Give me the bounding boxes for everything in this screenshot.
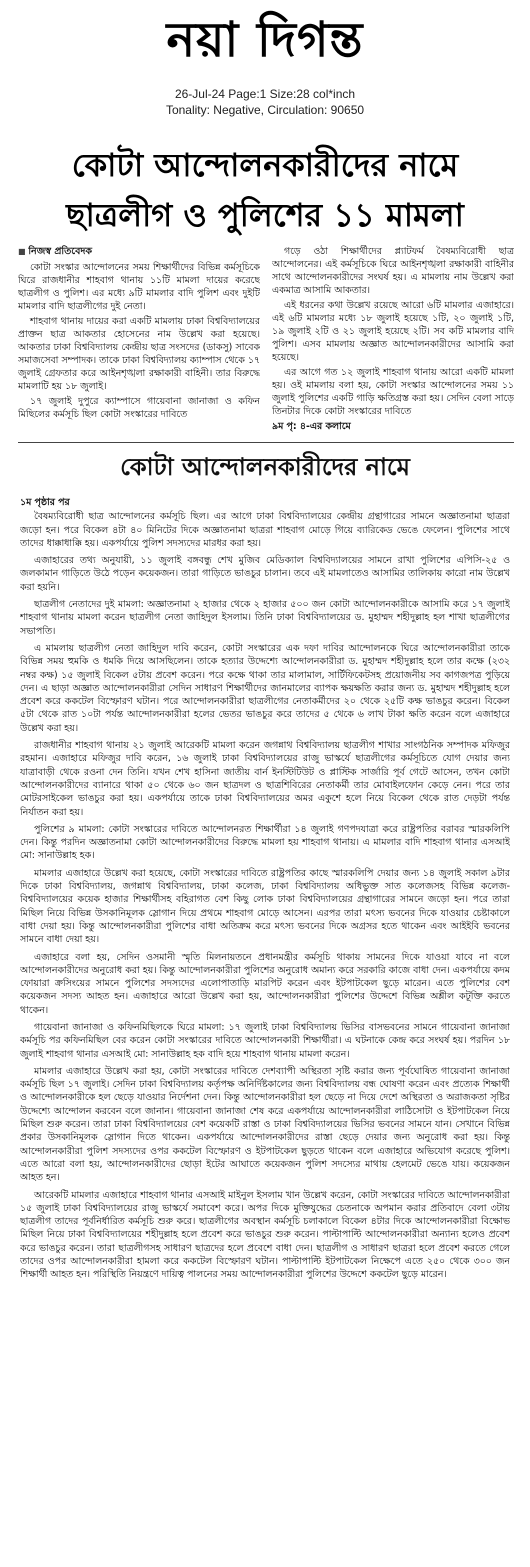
jump-paragraph: আরেকটি মামলার এজাহারে শাহবাগ থানার এসআই মাইনুল ইসলাম খান উল্লেখ করেন, কোটা সংস্কারের দাবিতে আন্দোলনকারীরা ১৫ জুলাই ঢাকা বিশ্ববিদ্যালয়ের রাজু ভাস্কর্যে সমাবেশ করে। অপর দিকে মুক্তিযুদ্ধের চেতনাকে অপমান করার প্রতিবাদে বেলা ৩টায় ছাত্রলীগ তাদের পূর্বনির্ধারিত কর্মসূচি শুরু করে। ছাত্রলীগের অবস্থান কর্মসূচি চলাকালে বিকেল ৪টার দিকে আন্দোলনকারীরা বিক্ষোভ মিছিল নিয়ে ঢাকা বিশ্ববিদ্যালয়ের শহীদুল্লাহ হলে প্রবেশ করে ভাঙচুর শুরু করেন। পাল্টাপাল্টি আন্দোলনকারীরা অন্যান্য হলেও প্রবেশ করে ভাঙচুর করেন। তারা ছাত্রলীগসহ সাধারণ ছাত্রদের হলে প্রবেশে বাধা দেন। ছাত্রলীগ ও সাধারণ ছাত্ররা হলে প্রবেশ করতে গেলে তাদের ওপর আন্দোলনকারীরা হামলা করে ককটেল বিস্ফোরণ ঘটান। পাল্টাপাল্টি ইটপাটকেল নিক্ষেপে এতে ২৫০ থেকে ৩০০ জন শিক্ষার্থী আহত হন। পরিস্থিতি নিয়ন্ত্রণে দায়িত্ব পালনের সময় আন্দোলনকারীরা পুলিশের উদ্দেশে ককটেল ছুড়ে মারেন। — [20, 1189, 510, 1281]
main-headline — [20, 140, 510, 240]
headline-line-1: কোটা আন্দোলনকারীদের নামে — [71, 146, 459, 184]
clipping-metadata — [0, 86, 530, 118]
section-divider — [18, 442, 514, 443]
front-paragraph: ১৭ জুলাই দুপুরে ক্যাম্পাসে গায়েবানা জানাজা ও কফিন মিছিলের কর্মসূচি ছিল কোটা সংস্কারের দাবিতে — [18, 396, 260, 420]
masthead — [0, 0, 530, 84]
continued-note: ৯ম পৃ: ৪-এর কলামে — [272, 421, 351, 432]
byline: ■ নিজস্ব প্রতিবেদক — [18, 245, 260, 258]
front-paragraph: এর আগে গত ১২ জুলাই শাহবাগ থানায় আরো একটি মামলা হয়। ওই মামলায় বলা হয়, কোটা সংস্কার আন্দোলনের সময় ১১ জুলাই পুলিশের একটি গাড়ি ক্ষতিগ্রস্ত করা হয়। সেদিন বেলা সাড়ে তিনটার দিকে কোটা সংস্কারের দাবিতে — [272, 367, 514, 417]
jump-paragraph: পুলিশের ৯ মামলা: কোটা সংস্কারের দাবিতে আন্দোলনরত শিক্ষার্থীরা ১৪ জুলাই গণপদযাত্রা করে রাষ্ট্রপতির বরাবর স্মারকলিপি দেন। কিন্তু পরদিন অজ্ঞাতনামা কোটা আন্দোলনকারীদের বিরুদ্ধে মামলা হয় শাহবাগ থানায়। এ মামলার বাদি শাহবাগ থানার এসআই মো: সানাউল্লাহ হক। — [20, 823, 510, 862]
front-paragraph: গড়ে ওঠা শিক্ষার্থীদের প্ল্যাটফর্ম বৈষম্যবিরোধী ছাত্র আন্দোলনের। এই কর্মসূচিকে ঘিরে আইনশৃঙ্খলা রক্ষাকারী বাহিনীর সাথে আন্দোলনকারীদের সংঘর্ষ হয়। এ মামলায় নাম উল্লেখ করা একমাত্র আসামি আকতার। — [272, 246, 514, 296]
newspaper-name: নয়া দিগন্ত — [166, 12, 364, 68]
clip-tonality-circulation: Tonality: Negative, Circulation: 90650 — [165, 103, 365, 117]
clip-date-size: 26-Jul-24 Page:1 Size:28 col*inch — [174, 87, 356, 101]
jump-paragraph: রাজধানীর শাহবাগ থানায় ২১ জুলাই আরেকটি মামলা করেন জগন্নাথ বিশ্ববিদ্যালয় ছাত্রলীগ শাখার সাংগঠনিক সম্পাদক মফিজুর রহমান। এজাহারে মফিজুর দাবি করেন, ১৬ জুলাই ঢাকা বিশ্ববিদ্যালয়ের রাজু ভাস্কর্যে ছাত্রলীগের কর্মসূচিতে যোগ দেয়ার জন্য যাত্রাবাড়ী থেকে রওনা দেন তিনি। যখন শেখ হাসিনা জাতীয় বার্ন ইনস্টিটিউট ও প্লাস্টিক সার্জারি পূর্ব গেটে আসেন, তখন কোটা আন্দোলনকারীদের ব্যানারে থাকা ৫০ থেকে ৬০ জন ছাত্রদল ও ছাত্রশিবিরের নেতাকর্মী তার মোবাইলফোন কেড়ে নেন। পরে তার মোটরসাইকেল ভাঙচুর করা হয়। একপর্যায়ে তাকে ঢাকা বিশ্ববিদ্যালয়ের অমর একুশে হলে নিয়ে বিকেল থেকে রাত দেড়টা পর্যন্ত নির্যাতন করা হয়। — [20, 740, 510, 818]
jump-paragraph: এজাহারে বলা হয়, সেদিন ওসমানী স্মৃতি মিলনায়তনে প্রধানমন্ত্রীর কর্মসূচি থাকায় সামনের দিকে যাওয়া যাবে না বলে আন্দোলনকারীদের অনুরোধ করা হয়। কিন্তু আন্দোলনকারীরা পুলিশের অনুরোধ অমান্য করে সরকারি কাজে বাধা দেন। একপর্যায়ে কদম ফোয়ারা ক্রসিংয়ের সামনে পুলিশের সদস্যদের এলোপাতাড়ি মারপিট করেন এবং ইটপাটকেল ছুড়ে মারেন। এতে পুলিশের বেশ কয়েকজন সদস্য আহত হন। এজাহারে আরো উল্লেখ করা হয়, আন্দোলনকারীরা পুলিশের উদ্দেশে বিভিন্ন অশ্লীল কটূক্তি করতে থাকেন। — [20, 951, 510, 1016]
front-paragraph: এই ধরনের কথা উল্লেখ রয়েছে আরো ৬টি মামলার এজাহারে। এই ৬টি মামলার মধ্যে ১৮ জুলাই হয়েছে ১টি, ২০ জুলাই ১টি, ১৯ জুলাই ২টি ও ২১ জুলাই হয়েছে ২টি। সব কটি মামলার বাদি পুলিশ। এসব মামলায় অজ্ঞাত আন্দোলনকারীদের আসামি করা হয়েছে। — [272, 300, 514, 363]
jump-paragraph: বৈষম্যবিরোধী ছাত্র আন্দোলনের কর্মসূচি ছিল। এর আগে ঢাকা বিশ্ববিদ্যালয়ের কেন্দ্রীয় গ্রন্থাগারের সামনে অজ্ঞাতনামা ছাত্ররা জড়ো হন। পরে বিকেল ৪টা ৪০ মিনিটের দিকে অজ্ঞাতনামা ছাত্ররা শাহবাগ মোড়ে গিয়ে ব্যারিকেড ভেঙে ফেলেন। পুলিশের সাথে তাদের ধাক্কাধাক্কি হয়। একপর্যায়ে পুলিশ সদস্যদের মারধর করা হয়। — [20, 511, 510, 549]
continued-from-label: ১ম পৃষ্ঠার পর — [20, 497, 70, 508]
jump-paragraph: মামলার এজাহারে উল্লেখ করা হয়, কোটা সংস্কারের দাবিতে দেশব্যাপী অস্থিরতা সৃষ্টি করার জন্য পূর্বঘোষিত গায়েবানা জানাজা কর্মসূচি ছিল ১৭ জুলাই। সেদিন ঢাকা বিশ্ববিদ্যালয় কর্তৃপক্ষ অনির্দিষ্টকালের জন্য বিশ্ববিদ্যালয় বন্ধ ঘোষণা করেন এবং প্রত্যেক শিক্ষার্থী ও আন্দোলনকারীকে হল ছেড়ে যাওয়ার নির্দেশনা দেন। কিন্তু আন্দোলনকারীরা হল ছেড়ে না দিয়ে দেশে অস্থিরতা ও অরাজকতা সৃষ্টির উদ্দেশ্যে আন্দোলন করবেন বলে জানান। গায়েবানা জানাজা শেষ করে একপর্যায়ে আন্দোলনকারীরা লাঠিসোটা ও ইটপাটকেল নিয়ে মিছিল শুরু করেন। তারা ঢাকা বিশ্ববিদ্যালয়ের বেশ কয়েকটি রাস্তা ও ঢাকা বিশ্ববিদ্যালয়ের ভিসির ভবনের সামনে যান। সেখানে বিভিন্ন প্রকার উসকানিমূলক স্লোগান দিতে থাকেন। একপর্যায়ে আন্দোলনকারীদের রাস্তা ছেড়ে দেয়ার জন্য অনুরোধ করা হয়। কিন্তু আন্দোলনকারীরা পুলিশ সদস্যদের ওপর ককটেল বিস্ফোরণ ও ইটপাটকেল ছুড়তে থাকেন বলে এজাহারে অভিযোগ করেছে পুলিশ। এতে আরো বলা হয়, আন্দোলনকারীদের ছোড়া ইটের আঘাতে কয়েকজন পুলিশ সদস্যের মাথায় হেলমেট ভেঙে যায়। কয়েকজন আহত হন। — [20, 1065, 510, 1184]
jump-paragraph: এ মামলায় ছাত্রলীগ নেতা জাহিদুল দাবি করেন, কোটা সংস্কারের এক দফা দাবির আন্দোলনকে ঘিরে আন্দোলনকারীরা তাকে বিভিন্ন সময় হুমকি ও ধমকি দিয়ে আসছিলেন। তাকে হত্যার উদ্দেশ্যে আন্দোলনকারীরা ড. মুহাম্মদ শহীদুল্লাহ হলে তার কক্ষে (২৩২ নম্বর কক্ষ) ১৫ জুলাই বিকেল ৫টায় প্রবেশ করেন। পরে কক্ষে থাকা তার মালামাল, সার্টিফিকেটসহ প্রয়োজনীয় সব কাগজপত্র পুড়িয়ে দেন। এ ছাড়া অজ্ঞাত আন্দোলনকারীরা সেদিন সাধারণ শিক্ষার্থীদের জানমালের ব্যাপক ক্ষয়ক্ষতি করার জন্য ড. মুহাম্মদ শহীদুল্লাহ হলে প্রবেশ করে ককটেল বিস্ফোরণ ঘটান। পরে আন্দোলনকারীরা ছাত্রলীগের নেতাকর্মীদের ২০ থেকে ২৫টি কক্ষ ভাঙচুর করেন। বিকেল ৫টা থেকে রাত ১০টা পর্যন্ত আন্দোলনকারীরা হলের ভেতর ভাঙচুর করে তাদের ৫ থেকে ৬ লাখ টাকা ক্ষতি করেন বলে এজাহারে উল্লেখ করা হয়। — [20, 642, 510, 734]
jump-article-body — [20, 496, 510, 1558]
front-column-2 — [272, 245, 514, 440]
jump-paragraph: ছাত্রলীগ নেতাদের দুই মামলা: অজ্ঞাতনামা ২ হাজার থেকে ২ হাজার ৫০০ জন কোটা আন্দোলনকারীকে আসামি করে ১৭ জুলাই শাহবাগ থানায় মামলা করেন ছাত্রলীগ নেতা জাহিদুল ইসলাম। তিনি ঢাকা বিশ্ববিদ্যালয়ের ড. মুহাম্মদ শহীদুল্লাহ হল শাখা ছাত্রলীগের সভাপতি। — [20, 599, 510, 637]
headline-line-2: ছাত্রলীগ ও পুলিশের ১১ মামলা — [66, 196, 464, 234]
jump-paragraph: গায়েবানা জানাজা ও কফিনমিছিলকে ঘিরে মামলা: ১৭ জুলাই ঢাকা বিশ্ববিদ্যালয় ভিসির বাসভবনের সামনে গায়েবানা জানাজা কর্মসূচি পর কফিনমিছিল বের করেন কোটা সংস্কারের দাবিতে আন্দোলনকারী শিক্ষার্থীরা। এ ঘটনাকে কেন্দ্র করে সংঘর্ষ হয়। পরদিন ১৮ জুলাই শাহবাগ থানার এসআই মো: সানাউল্লাহ হক বাদি হয়ে শাহবাগ থানায় মামলা করেন। — [20, 1021, 510, 1060]
front-paragraph: শাহবাগ থানায় দায়ের করা একটি মামলায় ঢাকা বিশ্ববিদ্যালয়ের প্রাক্তন ছাত্র আকতার হোসেনের নাম উল্লেখ করা হয়েছে। আকতার ঢাকা বিশ্ববিদ্যালয় কেন্দ্রীয় ছাত্র সংসদের (ডাকসু) সাবেক সমাজসেবা সম্পাদক। তাকে ঢাকা বিশ্ববিদ্যালয় ক্যাম্পাস থেকে ১৭ জুলাই গ্রেফতার করে আইনশৃঙ্খলা রক্ষাকারী বাহিনী। তার বিরুদ্ধে মামলাটি হয় ১৮ জুলাই। — [18, 316, 260, 392]
jump-paragraph: মামলার এজাহারে উল্লেখ করা হয়েছে, কোটা সংস্কারের দাবিতে রাষ্ট্রপতির কাছে স্মারকলিপি দেয়ার জন্য ১৪ জুলাই সকাল ৯টার দিকে ঢাকা বিশ্ববিদ্যালয়, জগন্নাথ বিশ্ববিদ্যালয়, ঢাকা কলেজ, ঢাকা বিশ্ববিদ্যালয় অধিভুক্ত সাত কলেজসহ বিভিন্ন কলেজ-বিশ্ববিদ্যালয়ের কয়েক হাজার শিক্ষার্থীসহ বহিরাগত বেশ কিছু লোক ঢাকা বিশ্ববিদ্যালয়ের গ্রন্থাগারের সামনে জড়ো হন। পরে তারা মিছিল নিয়ে বিভিন্ন উসকানিমূলক স্লোগান দিয়ে প্রথমে শাহবাগ মোড়ে আসেন। এরপর তারা মৎস্য ভবনের দিকে যাওয়ার চেষ্টাকালে বাধা দেয়া হয়। কিন্তু আন্দোলনকারীরা পুলিশের বাধা অতিক্রম করে মৎস্য ভবনের দিকে অগ্রসর হতে থাকেন এবং আইইবি ভবনের সামনে বাধা দেয়া হয়। — [20, 867, 510, 946]
jump-paragraph: এজাহারের তথ্য অনুযায়ী, ১১ জুলাই বঙ্গবন্ধু শেখ মুজিব মেডিক্যাল বিশ্ববিদ্যালয়ের সামনে রাখা পুলিশের এপিসি-২৫ ও জলকামান গাড়িতে উঠে পড়েন কয়েকজন। তারা গাড়িতে ভাঙচুর চালান। তবে এই মামলাতেও আসামির তালিকায় কারো নাম উল্লেখ করা হয়নি। — [20, 555, 510, 593]
front-paragraph: কোটা সংস্কার আন্দোলনের সময় শিক্ষার্থীদের বিভিন্ন কর্মসূচিকে ঘিরে রাজধানীর শাহবাগ থানায় ১১টি মামলা দায়ের করেছে ছাত্রলীগ ও পুলিশ। এর মধ্যে ৯টি মামলার বাদি পুলিশ এবং দুইটি মামলার বাদি ছাত্রলীগের দুই নেতা। — [18, 262, 260, 312]
front-page-columns — [18, 245, 514, 440]
front-column-1 — [18, 245, 260, 440]
jump-headline: কোটা আন্দোলনকারীদের নামে — [120, 453, 410, 481]
newspaper-logo — [140, 8, 390, 72]
